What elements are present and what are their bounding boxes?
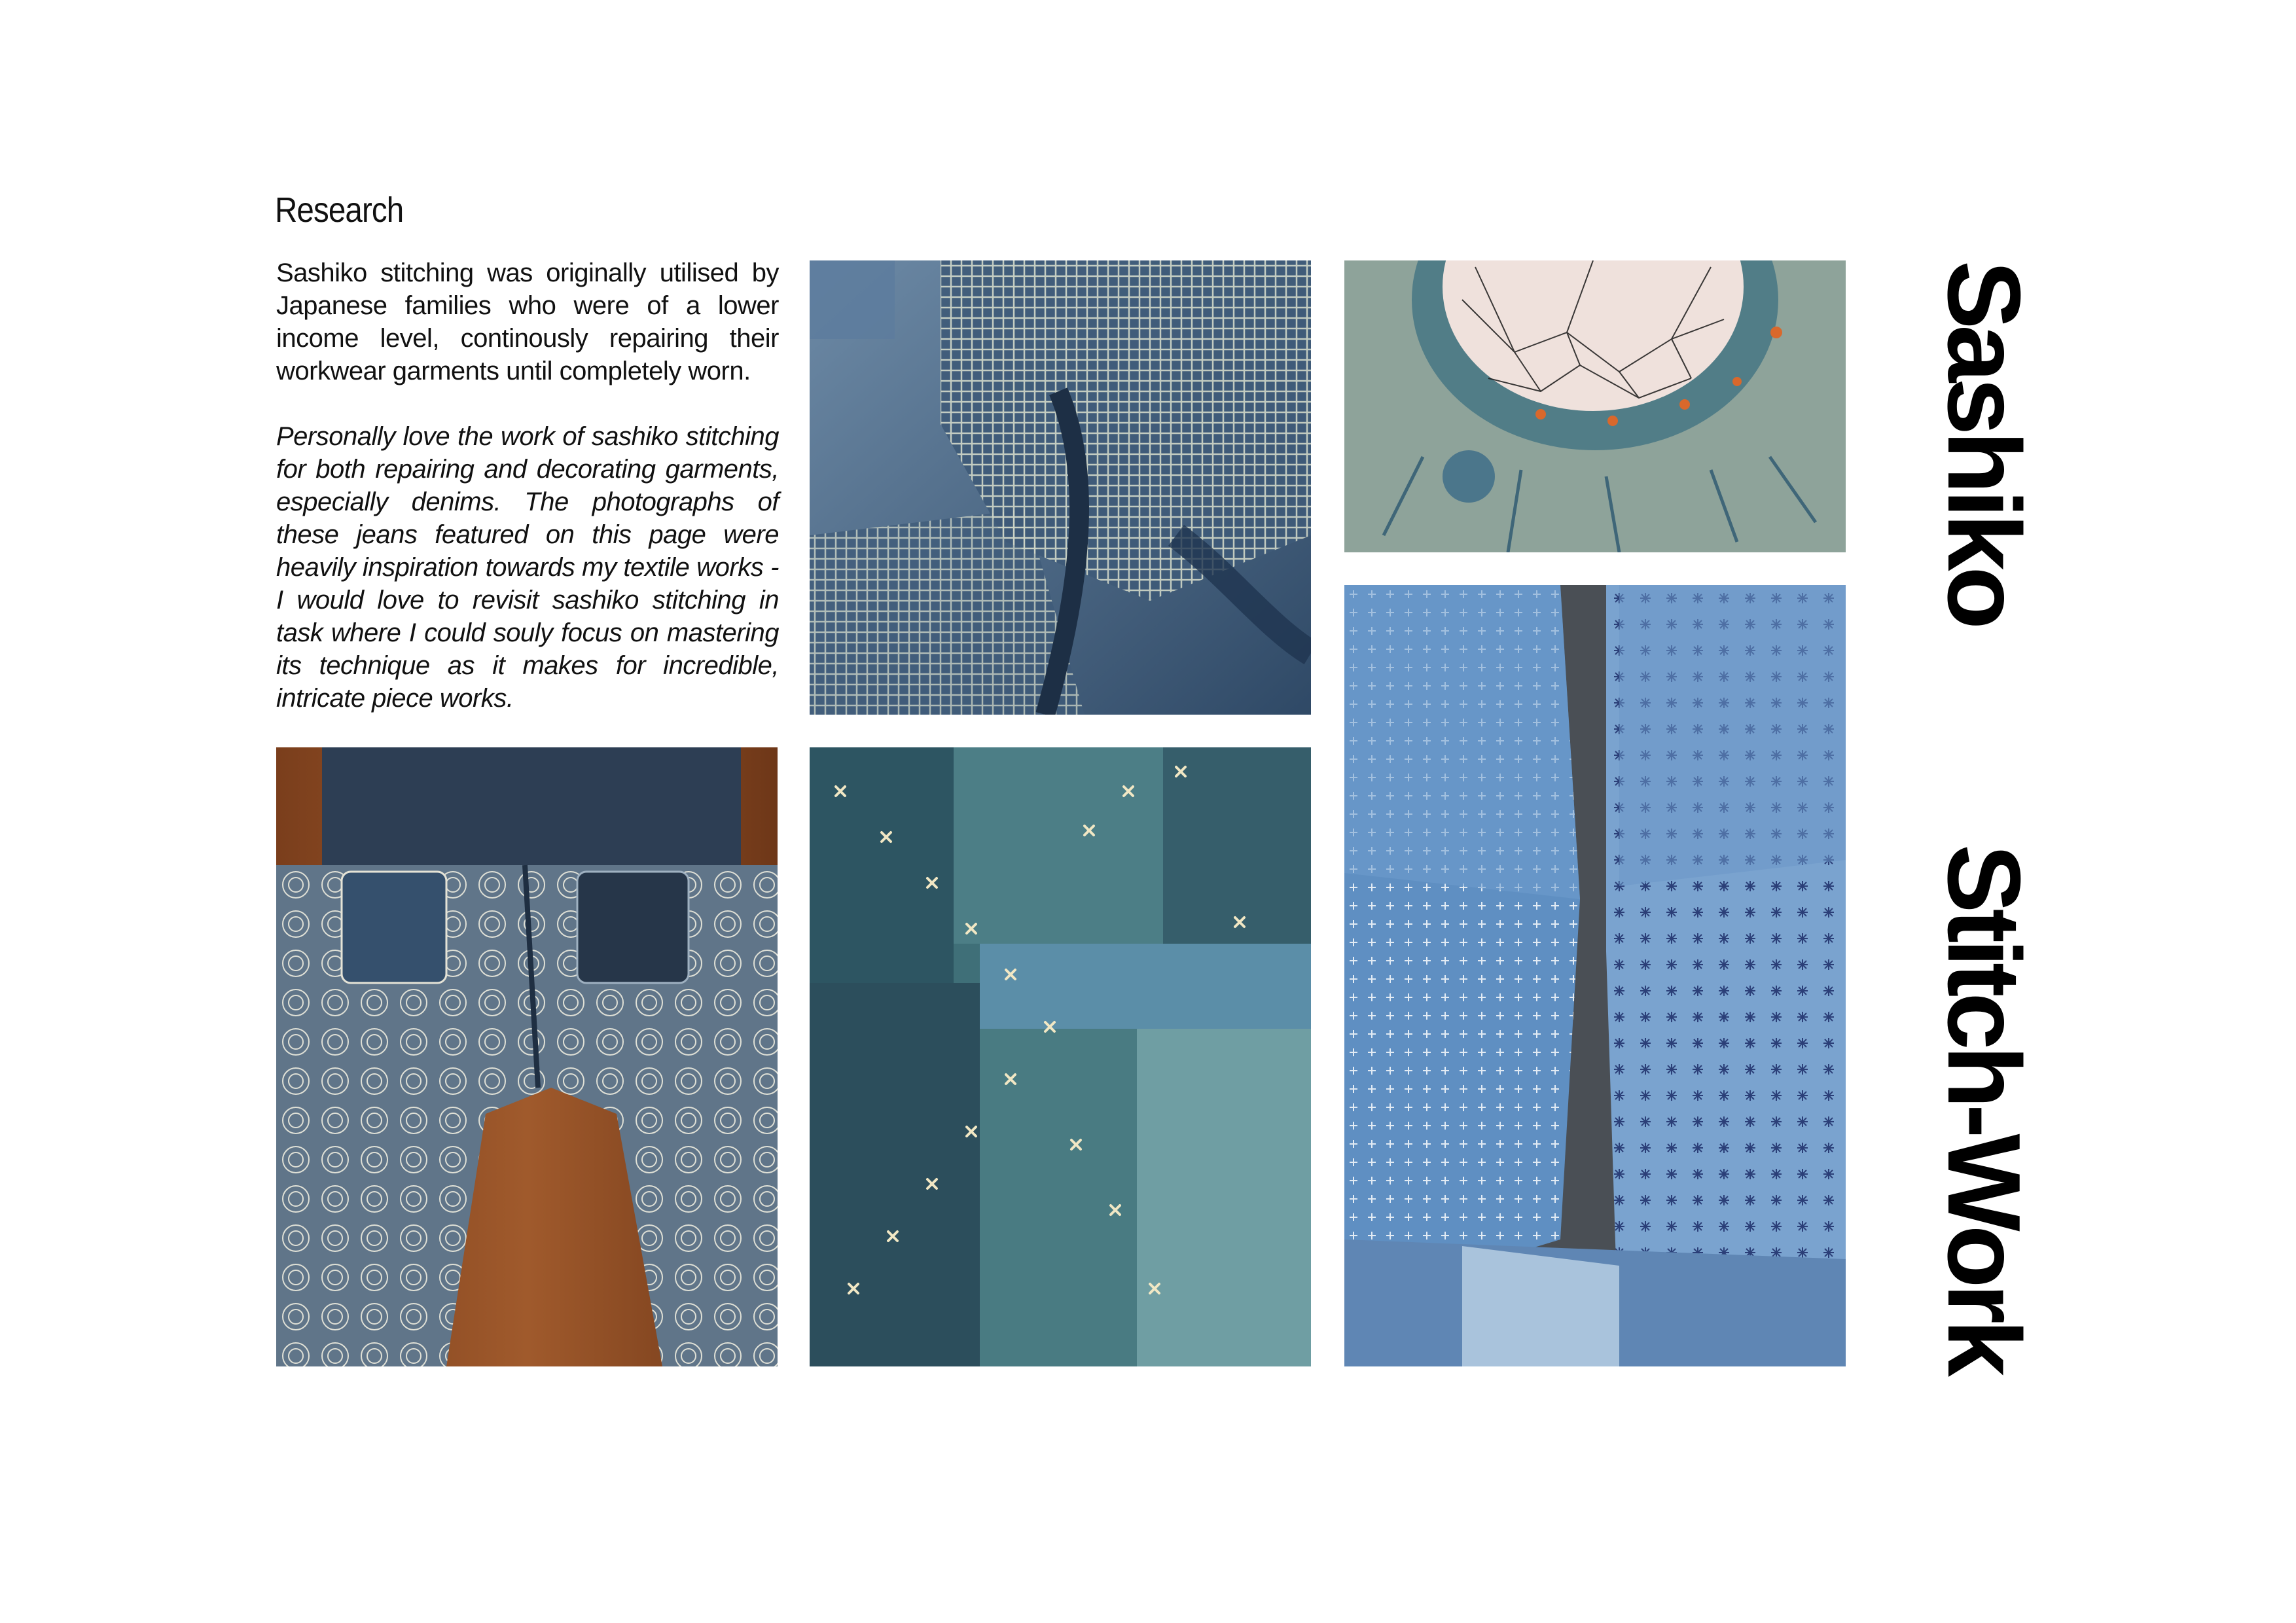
photo-jeans-back-embroidered	[276, 747, 778, 1366]
vertical-title-sashiko: Sashiko	[1926, 260, 2041, 625]
intro-paragraph: Sashiko stitching was originally utilised by Japanese families who were of a lower income level, continously repairing their workwear garments until completely worn.	[276, 259, 779, 385]
vertical-title-stitch-work: Stitch-Work	[1926, 844, 2041, 1372]
heading: Research	[275, 190, 404, 230]
photo-textile-art-hoop	[1344, 260, 1846, 552]
photo-denim-grid-repair	[810, 260, 1311, 715]
personal-paragraph: Personally love the work of sashiko stitching for both repairing and decorating garments, especially denims. The photographs of these jeans featured on this page were heavily inspiration towards my textile works - I would love to revisit sashiko stitching in task where I could souly focus on mastering its technique as it makes for incredible, intricate piece works.	[276, 422, 779, 713]
photo-jeans-legs-sashiko	[1344, 585, 1846, 1366]
photo-boro-star-stitches	[810, 747, 1311, 1366]
